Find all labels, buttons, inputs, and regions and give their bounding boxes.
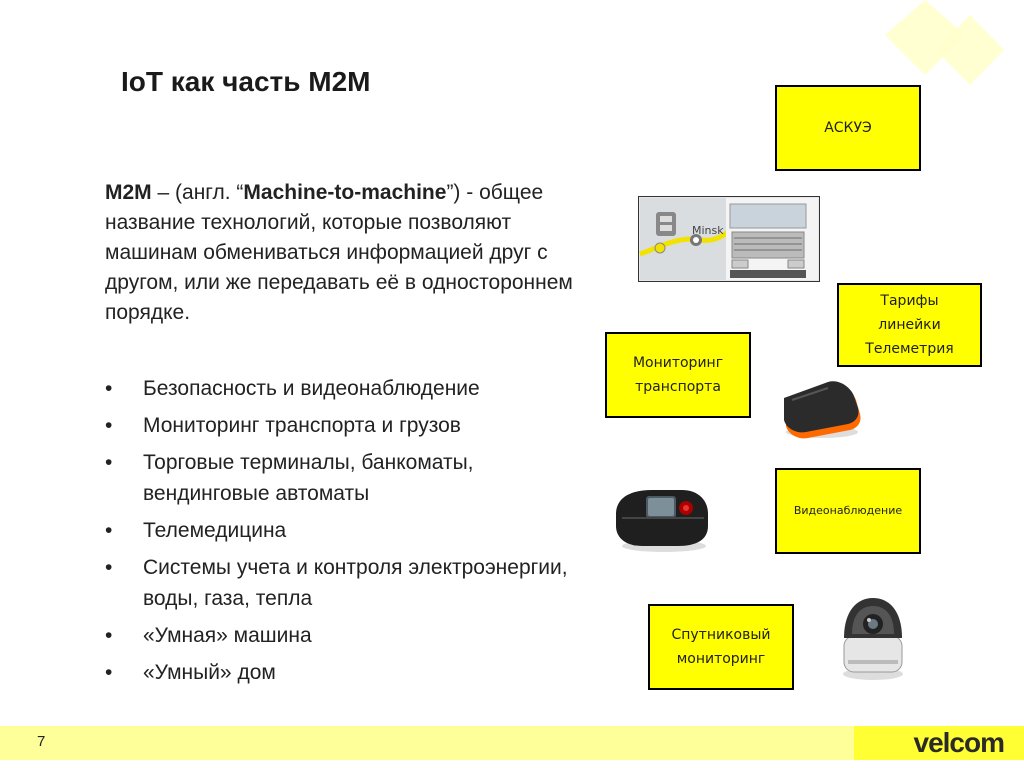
box-transport-monitoring: Мониторинг транспорта [605,332,751,418]
velcom-logo: velcom [913,727,1004,758]
definition-term: M2M [105,181,152,204]
box-tariffs: Тарифы линейки Телеметрия [837,283,982,367]
map-city-label: Minsk [692,224,724,237]
list-item: • Телемедицина [105,515,585,546]
footer-band [0,726,1024,760]
bullet-icon: • [105,556,113,579]
bullet-icon: • [105,624,113,647]
bullet-icon: • [105,414,113,437]
definition-dash: – (англ. “ [151,181,244,204]
slide-title: IoT как часть M2M [121,66,371,97]
list-item: • Торговые терминалы, банкоматы, вендинговые автоматы [105,447,585,509]
box-askue: АСКУЭ [775,85,921,171]
bullet-icon: • [105,661,113,684]
bullet-icon: • [105,451,113,474]
bullet-icon: • [105,519,113,542]
gps-tracker-image [778,380,864,444]
box-video-surveillance: Видеонаблюдение [775,468,921,554]
application-list [105,373,585,694]
list-item: • Безопасность и видеонаблюдение [105,373,585,404]
m2m-definition [105,178,605,328]
list-item: • «Умная» машина [105,620,585,651]
list-item: • Системы учета и контроля электроэнергии, воды, газа, тепла [105,552,585,614]
list-item: • «Умный» дом [105,657,585,688]
box-satellite-monitoring: Спутниковый мониторинг [648,604,794,690]
logo-area [854,726,1024,760]
page-number: 7 [37,733,46,750]
list-item: • Мониторинг транспорта и грузов [105,410,585,441]
car-tracker-image [612,484,712,556]
bullet-icon: • [105,377,113,400]
truck-map-image [638,196,820,282]
definition-expansion: Machine-to-machine [243,181,447,204]
dome-camera-image [838,594,908,682]
definition-body: ”) - общее название технологий, которые позволяют машинам обмениваться информацией друг с другом, или же передавать её в одностороннем порядке. [105,181,573,324]
